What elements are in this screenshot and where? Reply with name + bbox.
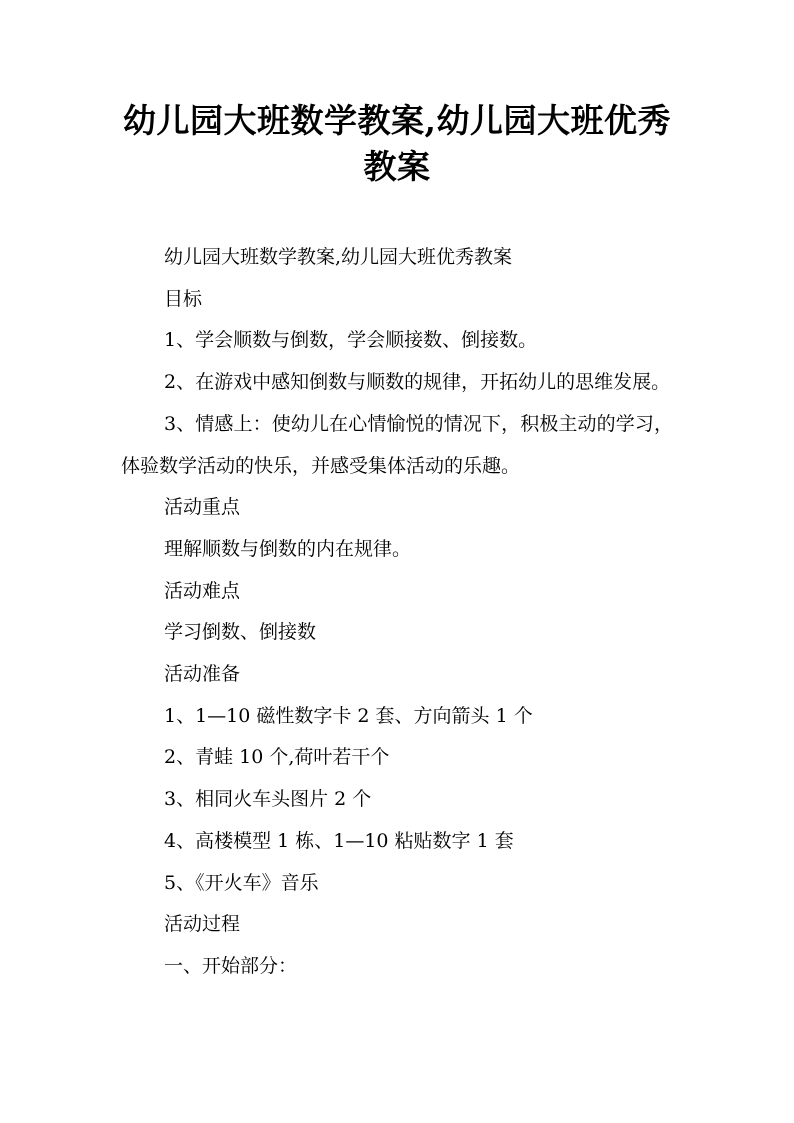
objective-3: 3、情感上：使幼儿在心情愉悦的情况下，积极主动的学习，体验数学活动的快乐，并感受集体活动的乐趣。	[121, 412, 673, 477]
heading-objectives: 目标	[164, 287, 203, 310]
heading-key-points: 活动重点	[164, 496, 241, 519]
heading-preparation: 活动准备	[164, 663, 241, 686]
heading-process: 活动过程	[164, 913, 241, 936]
objective-1: 1、学会顺数与倒数，学会顺接数、倒接数。	[164, 329, 538, 352]
preparation-item-3: 3、相同火车头图片 2 个	[164, 788, 372, 811]
document-title: 幼儿园大班数学教案,幼儿园大班优秀教案	[123, 101, 671, 186]
preparation-item-2: 2、青蛙 10 个,荷叶若干个	[164, 746, 390, 769]
heading-difficulties: 活动难点	[164, 579, 241, 602]
objective-2: 2、在游戏中感知倒数与顺数的规律，开拓幼儿的思维发展。	[164, 371, 671, 394]
preparation-item-1: 1、1—10 磁性数字卡 2 套、方向箭头 1 个	[164, 704, 533, 727]
key-point-text: 理解顺数与倒数的内在规律。	[164, 537, 412, 560]
difficulty-text: 学习倒数、倒接数	[164, 621, 317, 644]
preparation-item-4: 4、高楼模型 1 栋、1—10 粘贴数字 1 套	[164, 829, 514, 852]
preparation-item-5: 5、《开火车》音乐	[164, 871, 319, 894]
document-body	[121, 237, 673, 988]
paragraph-intro: 幼儿园大班数学教案,幼儿园大班优秀教案	[164, 246, 513, 268]
process-part-1: 一、开始部分：	[164, 954, 298, 977]
